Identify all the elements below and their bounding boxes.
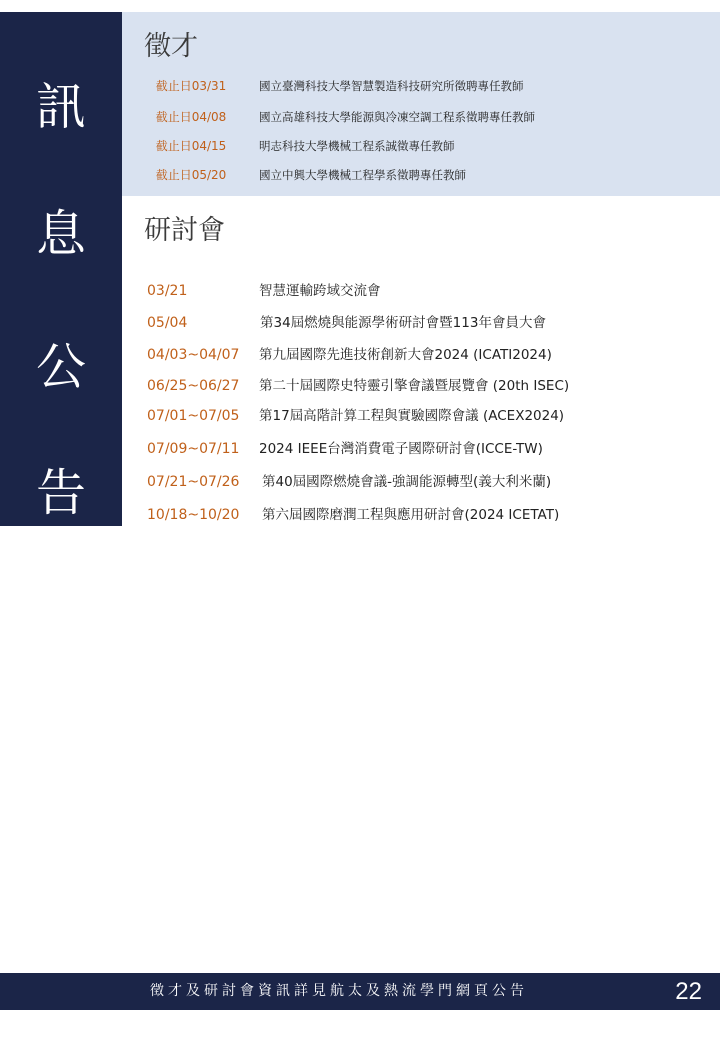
conference-text: 第40屆國際燃燒會議-強調能源轉型(義大利米蘭) — [262, 474, 552, 490]
conference-date: 07/09~07/11 — [147, 441, 240, 457]
conference-date: 10/18~10/20 — [147, 507, 240, 523]
conference-text: 2024 IEEE台灣消費電子國際研討會(ICCE-TW) — [259, 441, 543, 457]
conferences-title: 研討會 — [144, 215, 225, 246]
footer-bar — [0, 973, 720, 1010]
conference-item[interactable] — [0, 280, 720, 302]
conference-text: 智慧運輸跨域交流會 — [259, 283, 381, 299]
recruitment-deadline: 截止日03/31 — [155, 79, 227, 93]
sidebar-char: 告 — [36, 464, 86, 522]
conference-item[interactable] — [0, 312, 720, 334]
conference-item[interactable] — [0, 375, 720, 397]
conference-date: 07/01~07/05 — [147, 408, 240, 424]
conference-item[interactable] — [0, 471, 720, 493]
conference-date: 06/25~06/27 — [147, 378, 240, 394]
recruitment-deadline: 截止日05/20 — [155, 168, 227, 182]
page-number: 22 — [675, 978, 702, 1005]
recruitment-text: 國立中興大學機械工程學系徵聘專任教師 — [259, 168, 466, 182]
recruitment-deadline: 截止日04/15 — [155, 139, 227, 153]
conference-date: 07/21~07/26 — [147, 474, 240, 490]
conference-date: 04/03~04/07 — [147, 347, 240, 363]
conference-item[interactable] — [0, 438, 720, 460]
conference-text: 第17屆高階計算工程與實驗國際會議 (ACEX2024) — [259, 408, 565, 424]
recruitment-text: 國立高雄科技大學能源與冷凍空調工程系徵聘專任教師 — [259, 110, 535, 124]
conference-text: 第34屆燃燒與能源學術研討會暨113年會員大會 — [260, 315, 546, 331]
sidebar-char: 公 — [36, 338, 86, 396]
conference-item[interactable] — [0, 405, 720, 427]
recruitment-item[interactable] — [0, 107, 720, 127]
recruitment-item[interactable] — [0, 136, 720, 156]
sidebar-char: 訊 — [36, 78, 86, 136]
recruitment-text: 明志科技大學機械工程系誠徵專任教師 — [259, 139, 455, 153]
recruitment-text: 國立臺灣科技大學智慧製造科技研究所徵聘專任教師 — [259, 79, 524, 93]
recruitment-item[interactable] — [0, 165, 720, 185]
conference-text: 第六屆國際磨潤工程與應用研討會(2024 ICETAT) — [262, 507, 560, 523]
conference-text: 第二十屆國際史特靈引擎會議暨展覽會 (20th ISEC) — [259, 378, 570, 394]
conference-item[interactable] — [0, 504, 720, 526]
conference-text: 第九屆國際先進技術創新大會2024 (ICATI2024) — [259, 347, 552, 363]
footer-note: 徵才及研討會資訊詳見航太及熱流學門網頁公告 — [150, 983, 528, 999]
conference-item[interactable] — [0, 344, 720, 366]
recruitment-item[interactable] — [0, 76, 720, 96]
sidebar-char: 息 — [36, 205, 86, 263]
conference-date: 05/04 — [147, 315, 188, 331]
conference-date: 03/21 — [147, 283, 188, 299]
recruitment-deadline: 截止日04/08 — [155, 110, 227, 124]
recruitment-title: 徵才 — [144, 31, 198, 62]
